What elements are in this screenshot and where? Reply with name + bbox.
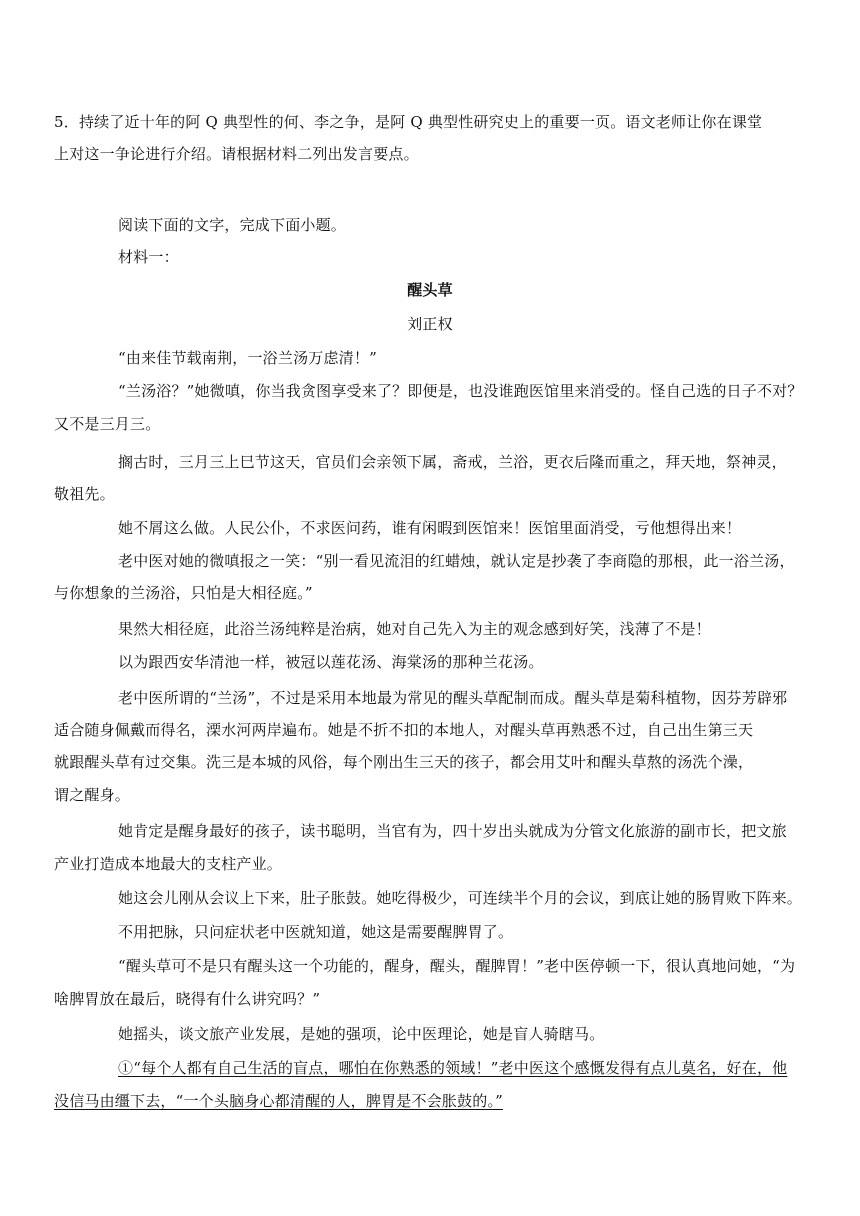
story-line: 谓之醒身。: [54, 786, 131, 804]
story-line: 她不屑这么做。人民公仆，不求医问药，谁有闲暇到医馆来！医馆里面消受，亏他想得出来！: [118, 519, 742, 537]
story-line: 她这会儿刚从会议上下来，肚子胀鼓。她吃得极少，可连续半个月的会议，到底让她的肠胃败下阵来。: [118, 889, 803, 907]
story-line: “醒头草可不是只有醒头这一个功能的，醒身，醒头，醒脾胃！”老中医停顿一下，很认真地问她，“为: [118, 957, 796, 975]
story-line: “由来佳节载南荆，一浴兰汤万虑清！”: [118, 349, 377, 367]
story-line: 就跟醒头草有过交集。洗三是本城的风俗，每个刚出生三天的孩子，都会用艾叶和醒头草熬的汤洗个澡，: [54, 753, 754, 771]
story-line: 敬祖先。: [54, 485, 115, 503]
story-line: 她摇头，谈文旅产业发展，是她的强项，论中医理论，她是盲人骑瞎马。: [118, 1025, 605, 1043]
story-line: 不用把脉，只问症状老中医就知道，她这是需要醒脾胃了。: [118, 923, 514, 941]
story-line: 适合随身佩戴而得名，溧水河两岸遍布。她是不折不扣的本地人，对醒头草再熟悉不过，自己出生第三天: [54, 721, 754, 739]
story-line: 产业打造成本地最大的支柱产业。: [54, 855, 283, 873]
material-label: 材料一：: [118, 248, 179, 266]
story-line: 啥脾胃放在最后，晓得有什么讲究吗？”: [54, 990, 321, 1008]
story-title: 醒头草: [407, 281, 453, 299]
underlined-sentence-1: ①“每个人都有自己生活的盲点，哪怕在你熟悉的领域！”老中医这个感慨发得有点儿莫名，好在，他: [118, 1059, 788, 1077]
underlined-sentence-1-cont: 没信马由缰下去，“一个头脑身心都清醒的人，脾胃是不会胀鼓的。”: [54, 1092, 504, 1110]
story-author: 刘正权: [407, 315, 453, 333]
question-5-line-2: 上对这一争论进行介绍。请根据材料二列出发言要点。: [54, 145, 419, 163]
story-line: 以为跟西安华清池一样，被冠以莲花汤、海棠汤的那种兰花汤。: [118, 653, 544, 671]
story-line: 老中医对她的微嗔报之一笑：“别一看见流泪的红蜡烛，就认定是抄袭了李商隐的那根，此一浴兰汤，: [118, 552, 795, 570]
story-line: 果然大相径庭，此浴兰汤纯粹是治病，她对自己先入为主的观念感到好笑，浅薄了不是！: [118, 620, 711, 638]
question-5-line-1: 5．持续了近十年的阿 Q 典型性的何、李之争，是阿 Q 典型性研究史上的重要一页。语文老师让你在课堂: [54, 113, 763, 131]
story-line: “兰汤浴？”她微嗔，你当我贪图享受来了？即便是，也没谁跑医馆里来消受的。怪自己选的日子不对？: [118, 382, 803, 400]
story-line: 搁古时，三月三上巳节这天，官员们会亲领下属，斋戒，兰浴，更衣后隆而重之，拜天地，祭神灵，: [118, 453, 787, 471]
story-line: 与你想象的兰汤浴，只怕是大相径庭。”: [54, 584, 313, 602]
reading-instruction: 阅读下面的文字，完成下面小题。: [118, 216, 347, 234]
story-line: 她肯定是醒身最好的孩子，读书聪明，当官有为，四十岁出头就成为分管文化旅游的副市长，把文旅: [118, 822, 787, 840]
story-line: 又不是三月三。: [54, 415, 161, 433]
story-line: 老中医所谓的“兰汤”，不过是采用本地最为常见的醒头草配制而成。醒头草是菊科植物，因芬芳辟邪: [118, 689, 788, 707]
